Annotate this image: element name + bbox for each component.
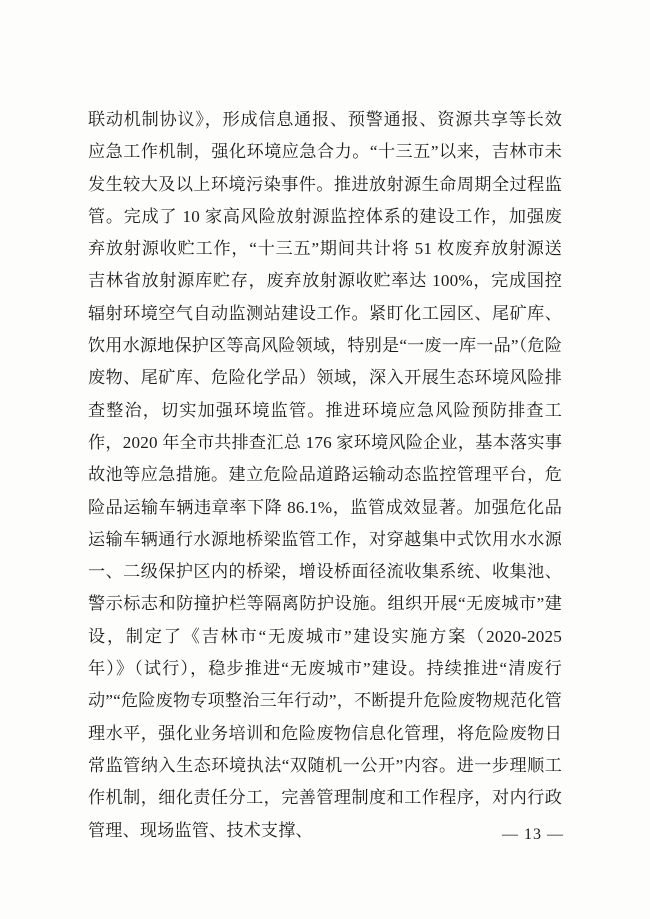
page-number: — 13 — [502, 826, 564, 843]
page-content-area [88, 104, 562, 847]
body-paragraph: 联动机制协议》，形成信息通报、预警通报、资源共享等长效应急工作机制，强化环境应急合力。“十三五”以来，吉林市未发生较大及以上环境污染事件。推进放射源生命周期全过程监管。完成了 10 家高风险放射源监控体系的建设工作，加强废弃放射源收贮工作，“十三五”期间共计将 51 枚废弃放射源送吉林省放射源库贮存，废弃放射源收贮率达 100%，完成国控辐射环境空气自动监测站建设工作。紧盯化工园区、尾矿库、饮用水源地保护区等高风险领域，特别是“一废一库一品”（危险废物、尾矿库、危险化学品）领域，深入开展生态环境风险排查整治，切实加强环境监管。推进环境应急风险预防排查工作，2020 年全市共排查汇总 176 家环境风险企业，基本落实事故池等应急措施。建立危险品道路运输动态监控管理平台，危险品运输车辆违章率下降 86.1%，监管成效显著。加强危化品运输车辆通行水源地桥梁监管工作，对穿越集中式饮用水水源一、二级保护区内的桥梁，增设桥面径流收集系统、收集池、警示标志和防撞护栏等隔离防护设施。组织开展“无废城市”建设，制定了《吉林市“无废城市”建设实施方案（2020-2025 年）》（试行），稳步推进“无废城市”建设。持续推进“清废行动”“危险废物专项整治三年行动”，不断提升危险废物规范化管理水平，强化业务培训和危险废物信息化管理，将危险废物日常监管纳入生态环境执法“双随机一公开”内容。进一步理顺工作机制，细化责任分工，完善管理制度和工作程序，对内行政管理、现场监管、技术支撑、 [88, 110, 562, 840]
